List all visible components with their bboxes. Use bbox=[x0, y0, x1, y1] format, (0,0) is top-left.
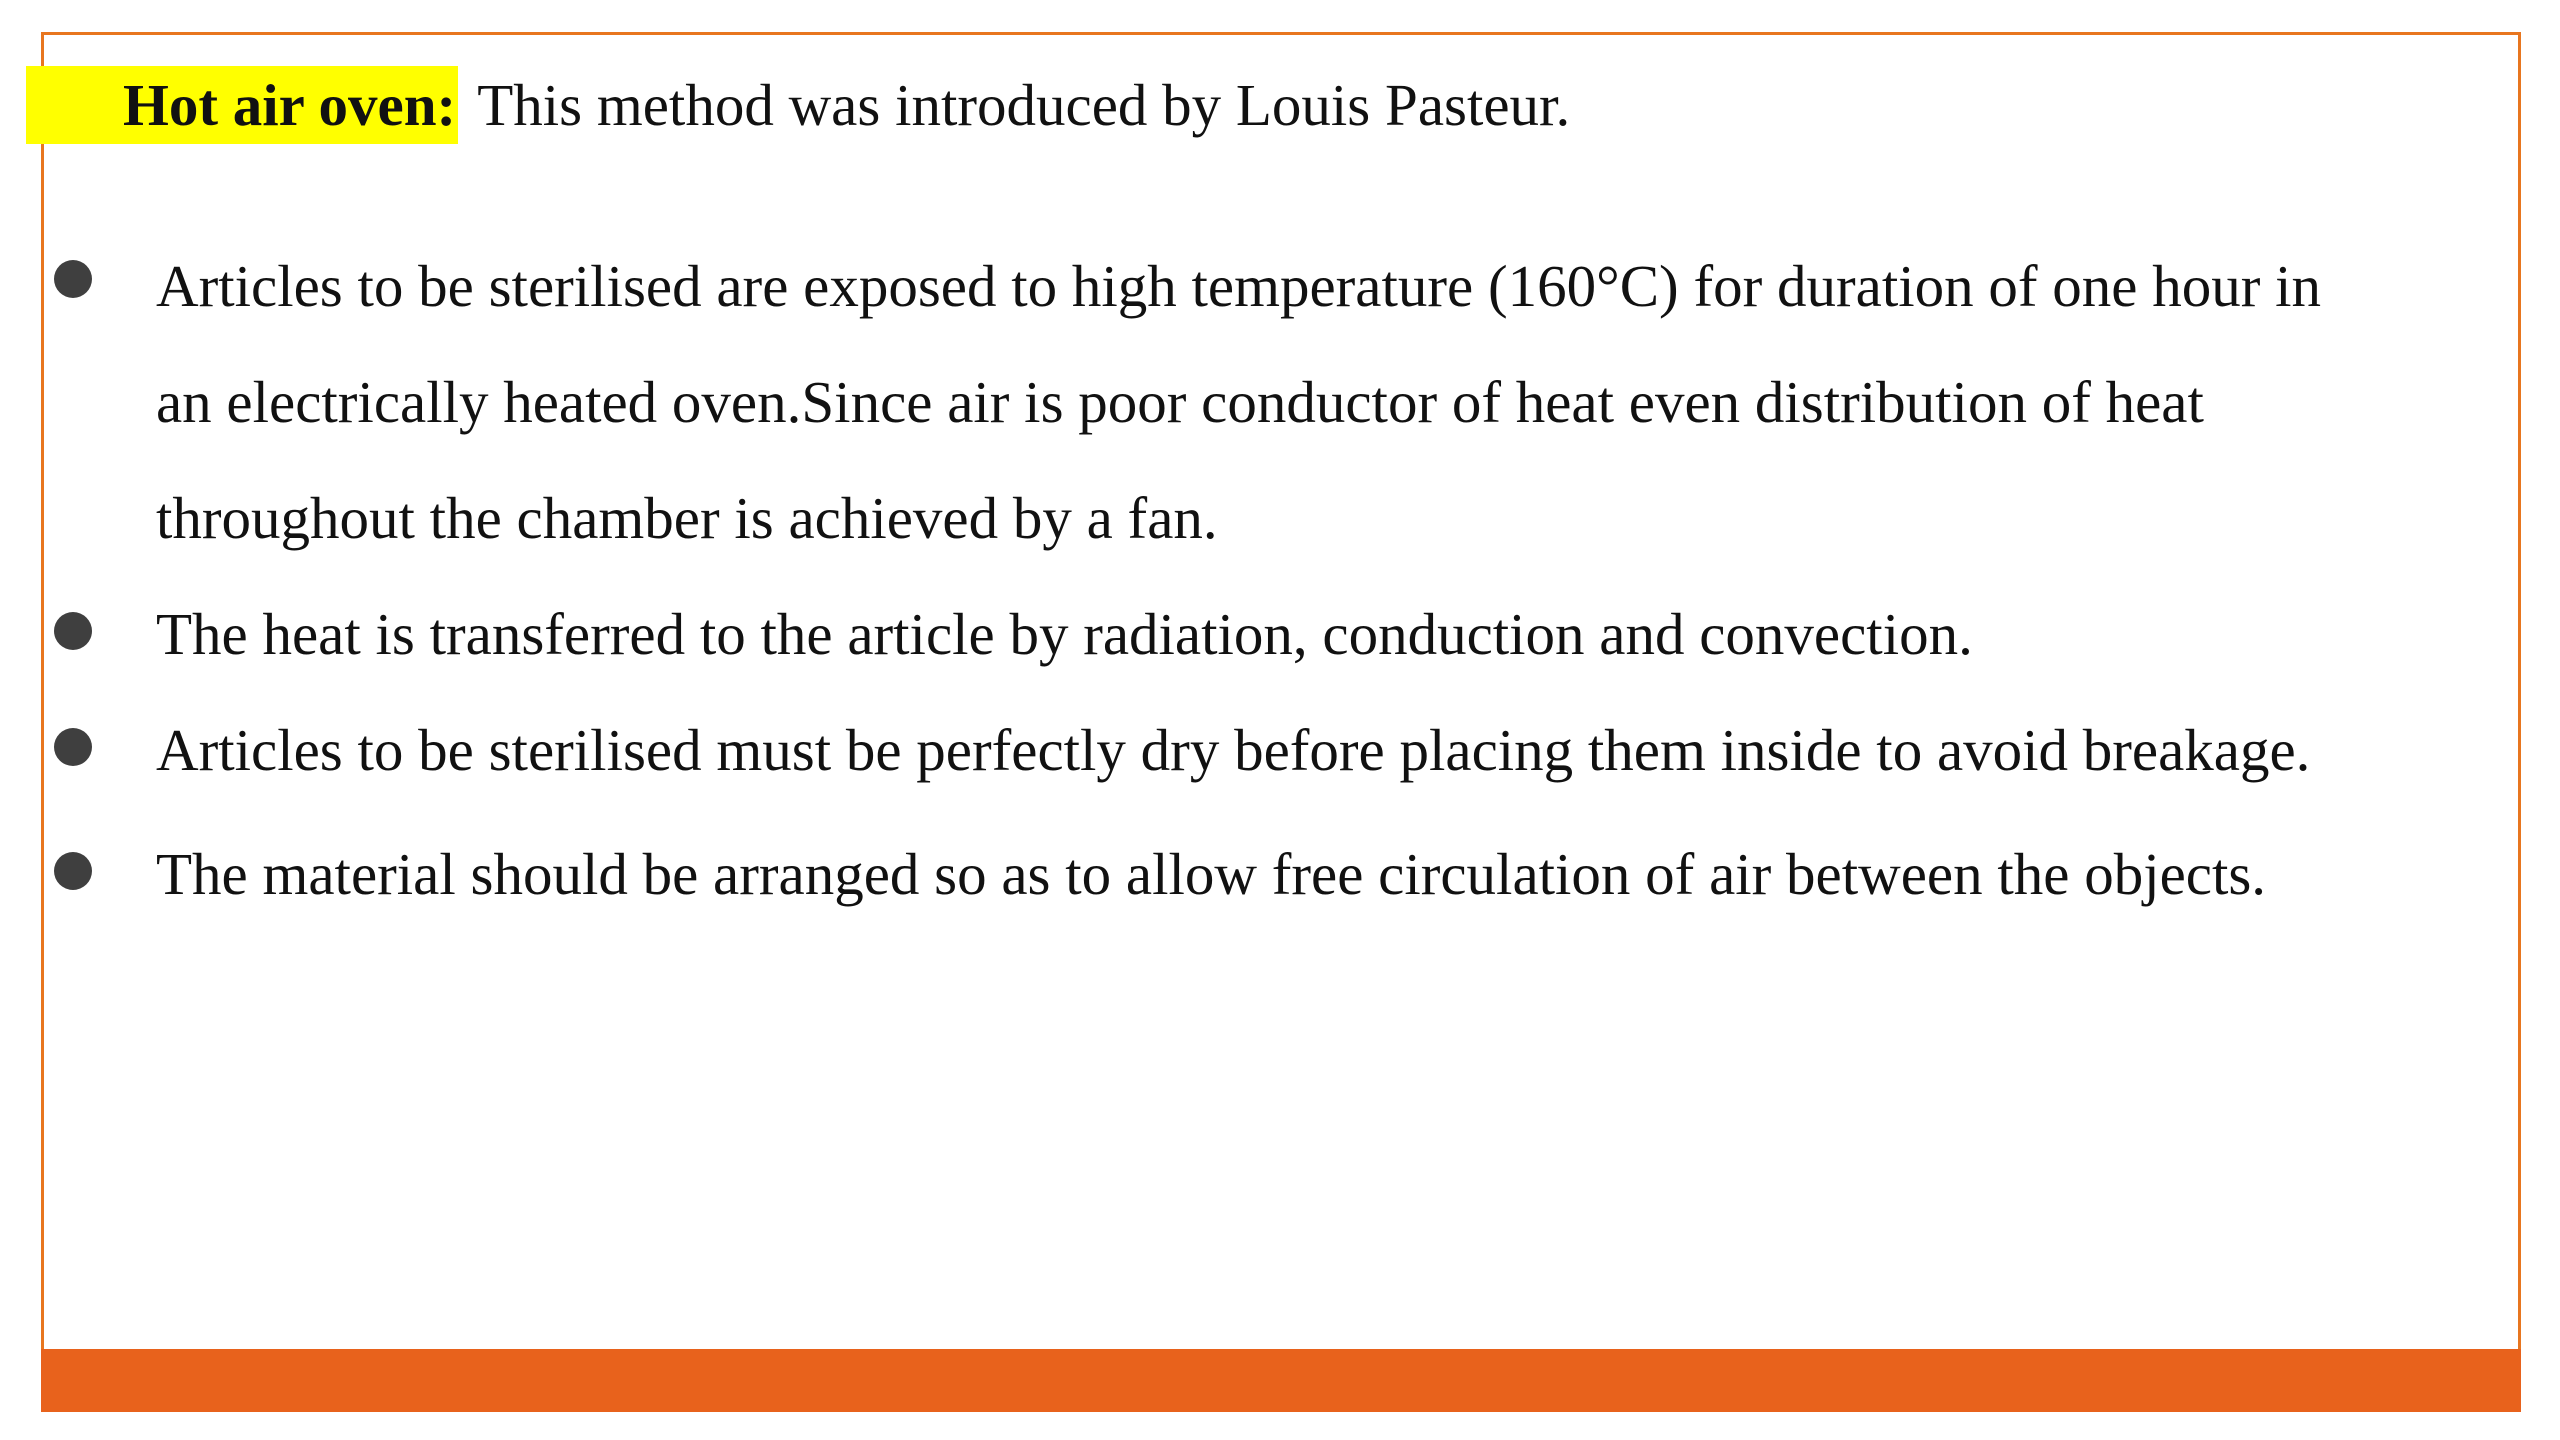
bullet-dot-icon bbox=[54, 728, 92, 766]
slide-heading bbox=[26, 66, 1570, 144]
bullet-text-line: Articles to be sterilised are exposed to high temperature (160°C) for duration of one hour in bbox=[156, 253, 2321, 319]
bullet-dot-icon bbox=[54, 852, 92, 890]
bullet-dot-icon bbox=[54, 260, 92, 298]
heading-text: This method was introduced by Louis Pasteur. bbox=[477, 72, 1571, 138]
footer-bar bbox=[41, 1349, 2521, 1412]
bullet-text-line: an electrically heated oven.Since air is poor conductor of heat even distribution of heat bbox=[156, 369, 2204, 435]
bullet-text-line: throughout the chamber is achieved by a fan. bbox=[156, 485, 1218, 551]
bullet-text-line: The material should be arranged so as to allow free circulation of air between the objects. bbox=[156, 841, 2267, 907]
bullet-text-line: Articles to be sterilised must be perfectly dry before placing them inside to avoid breakage. bbox=[156, 717, 2311, 783]
bullet-text-line: The heat is transferred to the article by radiation, conduction and convection. bbox=[156, 601, 1973, 667]
bullet-dot-icon bbox=[54, 612, 92, 650]
heading-label: Hot air oven: bbox=[26, 66, 458, 144]
